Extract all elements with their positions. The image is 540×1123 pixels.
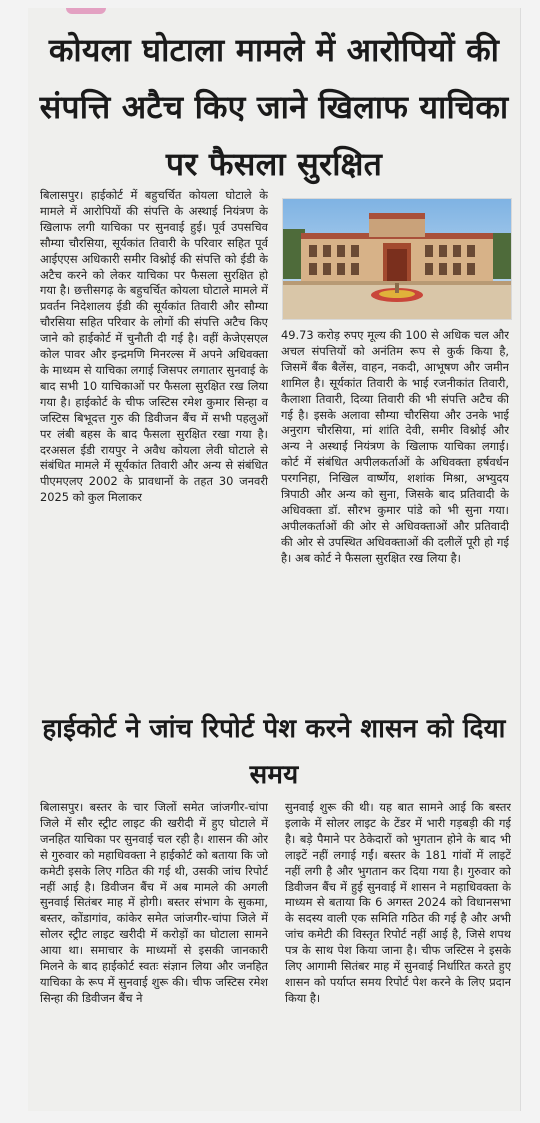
article-1-headline: कोयला घोटाला मामले में आरोपियों की संपत्ति अटैच किए जाने खिलाफ याचिका पर फैसला सुरक्षित bbox=[39, 31, 509, 183]
article-1-column-left: बिलासपुर। हाईकोर्ट में बहुचर्चित कोयला घोटाले के मामले में आरोपियों की संपत्ति के अस्थाई नियंत्रण के खिलाफ लगी याचिका पर सुनवाई हुई। पूर्व उपसचिव सौम्या चौरसिया, सूर्यकांत तिवारी के परिवार सहित पूर्व आईएएस अधिकारी समीर विश्नोई की संपत्ति को ईडी के अटैच करने को लेकर याचिका पर फैसला सुरक्षित हो गया है। छत्तीसगढ़ के बहुचर्चित कोयला घोटाले मामले में प्रवर्तन निदेशालय ईडी की सूर्यकांत तिवारी और सौम्या चौरसिया सहित परिवार के लोगों की संपत्ति अटैच किए जाने को हाईकोर्ट में चुनौती दी गई है। वहीं केजेएसएल कोल पावर और इन्द्रमणि मिनरल्स में अपने अधिवक्ता के माध्यम से याचिका लगाई जिसपर लगातार सुनवाई के बाद सभी 10 याचिकाओं पर फैसला सुरक्षित रख लिया गया है। हाईकोर्ट के चीफ जस्टिस रमेश कुमार सिन्हा व जस्टिस बिभूदत्त गुरु की डिवीजन बैंच में सभी पहलुओं पर लंबी बहस के बाद फैसला सुरक्षित रखा गया है। दरअसल ईडी रायपुर ने अवैध कोयला लेवी घोटाले से संबंधित मामले में सूर्यकांत तिवारी और अन्य से संबंधित पीएमएलए 2002 के प्रावधानों के तहत 30 जनवरी 2025 को कुल मिलाकर bbox=[40, 188, 268, 505]
article-2-column-right: सुनवाई शुरू की थी। यह बात सामने आई कि बस्तर इलाके में सोलर लाइट के टेंडर में भारी गड़बड़ी की गई है। बड़े पैमाने पर ठेकेदारों को भुगतान होने के बाद भी लाइटें नहीं लगाई गईं। बस्तर के 181 गांवों में लाइटें नहीं लगी है और भुगतान कर दिया गया है। गुरुवार को डिवीजन बैंच में हुई सुनवाई में शासन ने महाधिवक्ता के माध्यम से बताया कि 6 अगस्त 2024 को विधानसभा के सदस्य वाली एक समिति गठित की गई है और अभी जांच कमेटी की विस्तृत रिपोर्ट नहीं आई है, जिसे शपथ पत्र के साथ पेश किया जाना है। चीफ जस्टिस ने इसके लिए आगामी सितंबर माह में सुनवाई निर्धारित करते हुए शासन को पर्याप्त समय रिपोर्ट पेश करने के लिए प्रदान किया है। bbox=[285, 800, 511, 1005]
article-1-column-right: 49.73 करोड़ रुपए मूल्य की 100 से अधिक चल और अचल संपत्तियों को अनंतिम रूप से कुर्क किया है, जिसमें बैंक बैलेंस, वाहन, नकदी, आभूषण और जमीन शामिल है। सूर्यकांत तिवारी के भाई रजनीकांत तिवारी, कैलाशा तिवारी, दिव्या तिवारी की भी संपत्ति अटैच की गई है। इसके अलावा सौम्या चौरसिया और उनके भाई अनुराग चौरसिया, मां शांति देवी, समीर विश्नोई और अन्य ने अस्थाई नियंत्रण के खिलाफ याचिका लगाई। कोर्ट में संबंधित अपीलकर्ताओं के अधिवक्ता हर्षवर्धन परगनिहा, निखिल वार्ष्णेय, शशांक मिश्रा, अभ्युदय त्रिपाठी और अन्य को सुना, जिसके बाद प्रतिवादी के अधिवक्ता डॉ. सौरभ कुमार पांडे को भी सुना गया। अपीलकर्ताओं की ओर से अधिवक्ताओं और प्रतिवादी की ओर से उपस्थित अधिवक्ताओं की दलीलें पूरी हो गई है। अब कोर्ट ने फैसला सुरक्षित रख लिया है। bbox=[281, 328, 509, 565]
high-court-photo bbox=[282, 198, 512, 320]
high-court-building-image bbox=[283, 199, 511, 319]
clipping-edge-mark bbox=[66, 8, 106, 14]
article-2-headline: हाईकोर्ट ने जांच रिपोर्ट पेश करने शासन को दिया समय bbox=[42, 714, 506, 790]
newspaper-clipping bbox=[28, 8, 521, 1111]
article-2-column-left: बिलासपुर। बस्तर के चार जिलों समेत जांजगीर-चांपा जिले में सौर स्ट्रीट लाइट की खरीदी में हुए घोटाले में जनहित याचिका पर सुनवाई चल रही है। शासन की ओर से गुरुवार को महाधिवक्ता ने हाईकोर्ट को बताया कि जो कमेटी इसके लिए गठित की गई थी, उसकी जांच रिपोर्ट नहीं आई है। डिवीजन बैंच में अब मामले की अगली सुनवाई सितंबर माह में होगी। बस्तर संभाग के सुकमा, बस्तर, कोंडागांव, कांकेर समेत जांजगीर-चांपा जिले में सोलर स्ट्रीट लाइट खरीदी में करोड़ों का घोटाला सामने आया था। समाचार के माध्यमों से इसकी जानकारी मिलने के बाद हाईकोर्ट स्वतः संज्ञान लिया और जनहित याचिका के रूप में सुनवाई शुरू की। चीफ जस्टिस रमेश सिन्हा की डिवीजन बैंच ने bbox=[40, 800, 268, 1005]
